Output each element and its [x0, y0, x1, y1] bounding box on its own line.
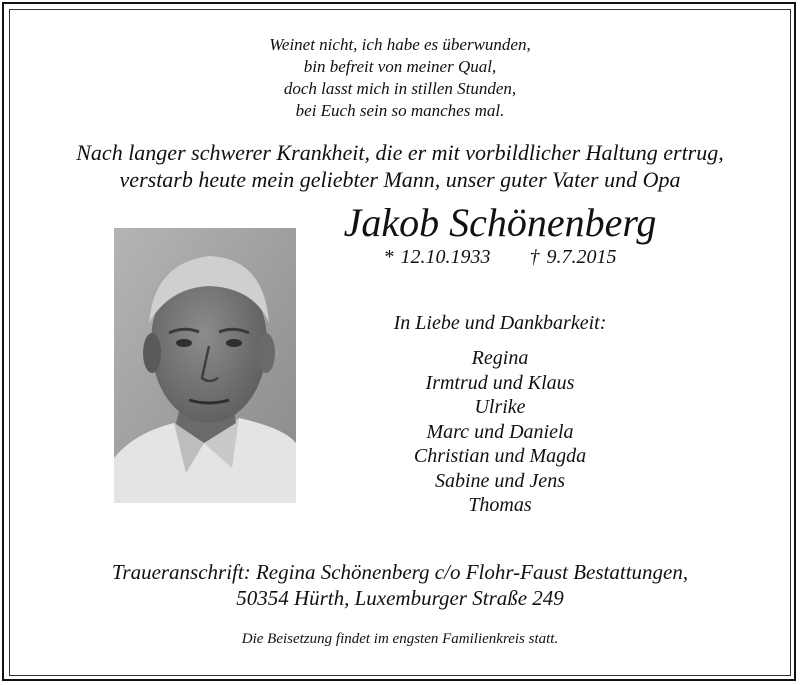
intro-line: verstarb heute mein geliebter Mann, unser guter Vater und Opa [119, 167, 681, 192]
mourner-name: Ulrike [474, 396, 526, 418]
portrait-photo-graphic [114, 228, 296, 503]
mourning-address [0, 559, 800, 611]
burial-note: Die Beisetzung findet im engsten Familienkreis statt. [241, 631, 559, 647]
intro-line: Nach langer schwerer Krankheit, die er mit vorbildlicher Haltung ertrug, [76, 140, 724, 165]
thanks-heading: In Liebe und Dankbarkeit: [393, 312, 607, 334]
mourner-name: Thomas [468, 494, 532, 516]
mourner-name: Marc und Daniela [426, 420, 574, 443]
birth-date: * 12.10.1933 [383, 246, 491, 268]
mourner-name: Irmtrud und Klaus [425, 371, 575, 394]
address-line: 50354 Hürth, Luxemburger Straße 249 [236, 586, 564, 610]
poem-line: bin befreit von meiner Qual, [303, 57, 497, 76]
mourner-name: Regina [471, 347, 529, 369]
mourner-name: Sabine und Jens [435, 469, 565, 492]
poem-line: doch lasst mich in stillen Stunden, [283, 79, 517, 98]
portrait-photo [114, 228, 296, 503]
poem-line: bei Euch sein so manches mal. [295, 101, 505, 120]
mourner-list [300, 346, 700, 518]
poem-line: Weinet nicht, ich habe es überwunden, [269, 35, 531, 54]
intro-text [0, 139, 800, 193]
life-dates [300, 244, 700, 270]
mourner-name: Christian und Magda [413, 445, 587, 467]
poem [0, 34, 800, 122]
deceased-name: Jakob Schönenberg [343, 200, 657, 245]
address-line: Traueranschrift: Regina Schönenberg c/o Flohr-Faust Bestattungen, [111, 560, 689, 584]
death-date: † 9.7.2015 [529, 246, 617, 268]
